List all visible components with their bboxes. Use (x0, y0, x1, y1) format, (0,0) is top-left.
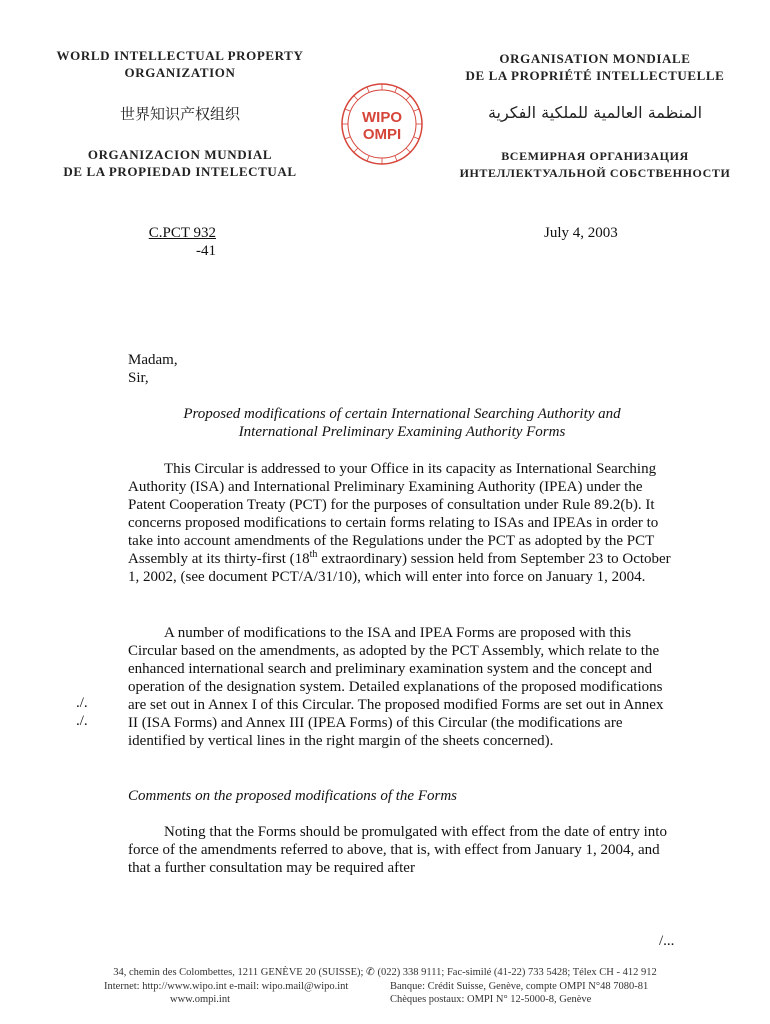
footer-website: www.ompi.int (170, 994, 230, 1005)
org-fr-line1: ORGANISATION MONDIALE (499, 51, 691, 66)
org-name-arabic: المنظمة العالمية للملكية الفكرية (487, 103, 703, 122)
margin-mark-annex-1: ./. (76, 695, 88, 711)
wipo-logo-icon (340, 82, 424, 166)
org-en-line2: ORGANIZATION (124, 65, 236, 80)
circular-code: C.PCT 932 (148, 225, 216, 241)
footer-address: 34, chemin des Colombettes, 1211 GENÈVE 20 (SUISSE); ✆ (022) 338 9111; Fac-similé (41-22) 733 5428; Télex CH - 412 912 (113, 967, 657, 978)
org-es-line1: ORGANIZACION MUNDIAL (87, 147, 273, 162)
org-ru-line2: ИНТЕЛЛЕКТУАЛЬНОЙ СОБСТВЕННОСТИ (459, 166, 731, 180)
paragraph-1-text-end: extraordinary) session held from September 23 to October 1, 2002, (see document PCT/A/31/10), which will enter into force on January 1, 2004. (128, 551, 671, 585)
salutation-line1: Madam, (128, 352, 178, 368)
org-es-line2: DE LA PROPIEDAD INTELECTUAL (63, 164, 297, 179)
subject-heading (120, 405, 684, 441)
letter-date: July 4, 2003 (544, 225, 618, 241)
footer-postal: Chèques postaux: OMPI N° 12-5000-8, Genève (390, 994, 592, 1005)
paragraph-1 (128, 460, 676, 586)
continuation-marker: /... (659, 933, 675, 949)
circular-number: -41 (196, 243, 216, 259)
circular-reference (136, 224, 216, 260)
org-ru-line1: ВСЕМИРНАЯ ОРГАНИЗАЦИЯ (501, 149, 689, 163)
section-heading-comments: Comments on the proposed modifications of the Forms (128, 788, 458, 804)
org-name-english (35, 47, 325, 81)
org-name-spanish (35, 146, 325, 180)
subject-line2: International Preliminary Examining Authority Forms (238, 424, 566, 440)
logo-bottom-text: OMPI (362, 126, 402, 143)
org-name-french (445, 50, 745, 84)
paragraph-2 (128, 624, 676, 750)
org-name-russian (445, 148, 745, 182)
org-en-line1: WORLD INTELLECTUAL PROPERTY (56, 48, 304, 63)
paragraph-2-text: A number of modifications to the ISA and IPEA Forms are proposed with this Circular based on the amendments, as adopted by the PCT Assembly, which relate to the enhanced international search and preliminary examination system and the concept and operation of the designation system. Detailed explanations of the proposed modifications are set out in Annex I of this Circular. The proposed modified Forms are set out in Annex II (ISA Forms) and Annex III (IPEA Forms) of this Circular (the modifications are identified by vertical lines in the right margin of the sheets concerned). (128, 625, 664, 749)
org-name-chinese: 世界知识产权组织 (119, 105, 240, 123)
salutation-line2: Sir, (128, 370, 149, 386)
footer-bank: Banque: Crédit Suisse, Genève, compte OMPI N°48 7080-81 (390, 981, 649, 992)
paragraph-3 (128, 823, 676, 877)
logo-top-text: WIPO (362, 109, 402, 126)
paragraph-1-text: This Circular is addressed to your Office in its capacity as International Searching Authority (ISA) and International Preliminary Examining Authority (IPEA) under the Patent Cooperation Treaty (PCT) for the purposes of consultation under Rule 89.2(b). It concerns proposed modifications to certain forms relating to ISAs and IPEAs in order to take into account amendments of the Regulations under the PCT as adopted by the PCT Assembly at its thirty-first (18 (128, 461, 659, 567)
superscript-th: th (309, 549, 318, 560)
wipo-logo (340, 82, 424, 166)
footer-internet: Internet: http://www.wipo.int e-mail: wipo.mail@wipo.int (104, 981, 349, 992)
margin-mark-annex-2: ./. (76, 713, 88, 729)
subject-line1: Proposed modifications of certain International Searching Authority and (183, 406, 621, 422)
org-fr-line2: DE LA PROPRIÉTÉ INTELLECTUELLE (465, 68, 725, 83)
paragraph-3-text: Noting that the Forms should be promulgated with effect from the date of entry into force of the amendments referred to above, that is, with effect from January 1, 2004, and that a further consultation may be required after (128, 824, 667, 876)
salutation (128, 351, 178, 387)
